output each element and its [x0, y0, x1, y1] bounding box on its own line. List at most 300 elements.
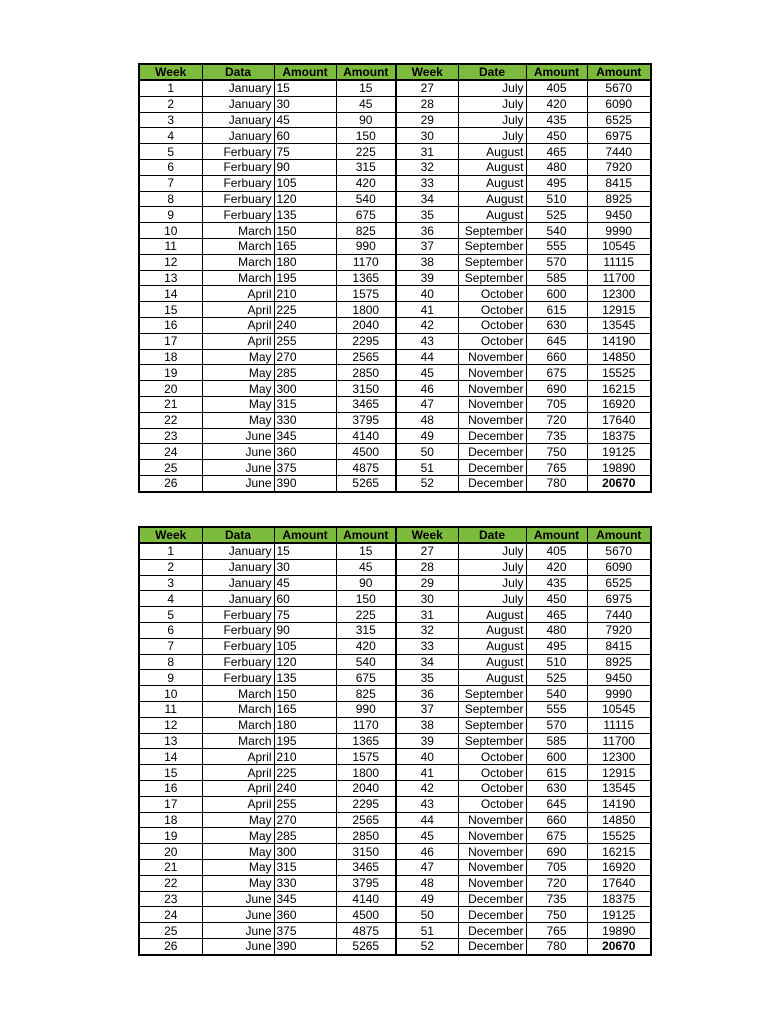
week-cell: 20	[139, 381, 202, 397]
month-cell: May	[202, 396, 274, 412]
total-cell: 1575	[336, 286, 396, 302]
month-cell: Ferbuary	[202, 144, 274, 160]
week-cell: 2	[139, 96, 202, 112]
table-row	[139, 717, 651, 733]
week-cell: 5	[139, 607, 202, 623]
month-cell: April	[202, 780, 274, 796]
amount-cell: 735	[526, 428, 587, 444]
month-cell: September	[458, 223, 526, 239]
column-header: Amount	[336, 527, 396, 543]
month-cell: December	[458, 938, 526, 954]
amount-cell: 465	[526, 144, 587, 160]
month-cell: December	[458, 907, 526, 923]
total-cell: 2565	[336, 349, 396, 365]
amount-cell: 780	[526, 475, 587, 491]
table-row	[139, 333, 651, 349]
amount-cell: 45	[274, 575, 336, 591]
total-cell: 4500	[336, 907, 396, 923]
week-cell: 38	[396, 717, 458, 733]
week-cell: 30	[396, 128, 458, 144]
week-cell: 12	[139, 717, 202, 733]
total-cell: 20670	[587, 938, 651, 954]
month-cell: October	[458, 749, 526, 765]
month-cell: Ferbuary	[202, 159, 274, 175]
total-cell: 5670	[587, 80, 651, 96]
month-cell: April	[202, 333, 274, 349]
amount-cell: 675	[526, 828, 587, 844]
amount-cell: 105	[274, 638, 336, 654]
table-row	[139, 622, 651, 638]
week-cell: 50	[396, 444, 458, 460]
total-cell: 225	[336, 607, 396, 623]
week-cell: 43	[396, 333, 458, 349]
month-cell: January	[202, 559, 274, 575]
header-row	[139, 64, 651, 80]
table-row	[139, 191, 651, 207]
month-cell: May	[202, 828, 274, 844]
month-cell: Ferbuary	[202, 622, 274, 638]
column-header: Data	[202, 64, 274, 80]
amount-cell: 405	[526, 80, 587, 96]
week-cell: 6	[139, 159, 202, 175]
table-row	[139, 381, 651, 397]
week-cell: 1	[139, 543, 202, 559]
amount-cell: 450	[526, 128, 587, 144]
month-cell: April	[202, 749, 274, 765]
table-row	[139, 559, 651, 575]
total-cell: 7920	[587, 622, 651, 638]
total-cell: 5265	[336, 475, 396, 491]
week-cell: 4	[139, 591, 202, 607]
month-cell: June	[202, 475, 274, 491]
table-row	[139, 302, 651, 318]
column-header: Amount	[336, 64, 396, 80]
total-cell: 990	[336, 238, 396, 254]
amount-cell: 525	[526, 207, 587, 223]
amount-cell: 735	[526, 891, 587, 907]
amount-cell: 285	[274, 828, 336, 844]
month-cell: August	[458, 607, 526, 623]
amount-cell: 105	[274, 175, 336, 191]
amount-cell: 420	[526, 96, 587, 112]
total-cell: 90	[336, 575, 396, 591]
table-row	[139, 686, 651, 702]
table-row	[139, 223, 651, 239]
amount-cell: 330	[274, 875, 336, 891]
month-cell: May	[202, 859, 274, 875]
total-cell: 20670	[587, 475, 651, 491]
spreadsheet-table-bottom	[138, 526, 650, 956]
amount-cell: 405	[526, 543, 587, 559]
month-cell: December	[458, 444, 526, 460]
total-cell: 9990	[587, 223, 651, 239]
month-cell: November	[458, 396, 526, 412]
week-cell: 18	[139, 812, 202, 828]
amount-cell: 60	[274, 128, 336, 144]
month-cell: Ferbuary	[202, 654, 274, 670]
month-cell: November	[458, 365, 526, 381]
amount-cell: 585	[526, 270, 587, 286]
table-row	[139, 460, 651, 476]
total-cell: 15	[336, 80, 396, 96]
week-cell: 37	[396, 238, 458, 254]
week-cell: 25	[139, 923, 202, 939]
amount-cell: 690	[526, 844, 587, 860]
amount-cell: 705	[526, 396, 587, 412]
column-header: Amount	[274, 527, 336, 543]
month-cell: June	[202, 428, 274, 444]
month-cell: May	[202, 812, 274, 828]
amount-cell: 225	[274, 765, 336, 781]
week-cell: 26	[139, 938, 202, 954]
table-row	[139, 859, 651, 875]
total-cell: 1800	[336, 302, 396, 318]
total-cell: 45	[336, 96, 396, 112]
amount-cell: 270	[274, 349, 336, 365]
month-cell: May	[202, 875, 274, 891]
month-cell: June	[202, 460, 274, 476]
table-row	[139, 733, 651, 749]
total-cell: 12915	[587, 302, 651, 318]
amount-cell: 195	[274, 270, 336, 286]
month-cell: November	[458, 381, 526, 397]
week-cell: 19	[139, 828, 202, 844]
amount-cell: 510	[526, 191, 587, 207]
month-cell: Ferbuary	[202, 670, 274, 686]
month-cell: May	[202, 381, 274, 397]
table-row	[139, 844, 651, 860]
total-cell: 19125	[587, 444, 651, 460]
amount-cell: 675	[526, 365, 587, 381]
total-cell: 3795	[336, 875, 396, 891]
week-cell: 24	[139, 907, 202, 923]
total-cell: 9990	[587, 686, 651, 702]
week-cell: 49	[396, 428, 458, 444]
table-row	[139, 144, 651, 160]
amount-cell: 690	[526, 381, 587, 397]
total-cell: 3465	[336, 396, 396, 412]
month-cell: July	[458, 559, 526, 575]
week-cell: 37	[396, 701, 458, 717]
amount-cell: 540	[526, 223, 587, 239]
amount-cell: 240	[274, 317, 336, 333]
total-cell: 90	[336, 112, 396, 128]
amount-cell: 720	[526, 412, 587, 428]
week-cell: 25	[139, 460, 202, 476]
week-cell: 22	[139, 875, 202, 891]
month-cell: December	[458, 475, 526, 491]
week-cell: 11	[139, 701, 202, 717]
total-cell: 4875	[336, 923, 396, 939]
column-header: Date	[458, 527, 526, 543]
week-cell: 31	[396, 144, 458, 160]
savings-table	[138, 63, 652, 493]
week-cell: 33	[396, 175, 458, 191]
total-cell: 9450	[587, 670, 651, 686]
week-cell: 46	[396, 381, 458, 397]
total-cell: 7440	[587, 144, 651, 160]
total-cell: 9450	[587, 207, 651, 223]
week-cell: 32	[396, 159, 458, 175]
table-row	[139, 286, 651, 302]
total-cell: 17640	[587, 412, 651, 428]
week-cell: 3	[139, 575, 202, 591]
total-cell: 2850	[336, 828, 396, 844]
amount-cell: 600	[526, 286, 587, 302]
table-row	[139, 891, 651, 907]
amount-cell: 540	[526, 686, 587, 702]
table-row	[139, 96, 651, 112]
amount-cell: 270	[274, 812, 336, 828]
week-cell: 11	[139, 238, 202, 254]
month-cell: August	[458, 622, 526, 638]
table-row	[139, 638, 651, 654]
month-cell: January	[202, 591, 274, 607]
week-cell: 1	[139, 80, 202, 96]
total-cell: 12300	[587, 749, 651, 765]
week-cell: 23	[139, 891, 202, 907]
total-cell: 15525	[587, 828, 651, 844]
table-row	[139, 812, 651, 828]
month-cell: Ferbuary	[202, 207, 274, 223]
week-cell: 15	[139, 302, 202, 318]
total-cell: 11700	[587, 270, 651, 286]
amount-cell: 30	[274, 559, 336, 575]
week-cell: 51	[396, 460, 458, 476]
week-cell: 52	[396, 938, 458, 954]
amount-cell: 30	[274, 96, 336, 112]
total-cell: 12300	[587, 286, 651, 302]
total-cell: 990	[336, 701, 396, 717]
total-cell: 14850	[587, 812, 651, 828]
table-row	[139, 475, 651, 491]
table-row	[139, 238, 651, 254]
amount-cell: 330	[274, 412, 336, 428]
week-cell: 47	[396, 859, 458, 875]
total-cell: 1365	[336, 270, 396, 286]
table-row	[139, 828, 651, 844]
column-header: Amount	[526, 527, 587, 543]
amount-cell: 465	[526, 607, 587, 623]
week-cell: 16	[139, 780, 202, 796]
total-cell: 10545	[587, 238, 651, 254]
total-cell: 1170	[336, 717, 396, 733]
total-cell: 15	[336, 543, 396, 559]
month-cell: July	[458, 96, 526, 112]
month-cell: Ferbuary	[202, 638, 274, 654]
month-cell: November	[458, 875, 526, 891]
month-cell: January	[202, 96, 274, 112]
amount-cell: 255	[274, 796, 336, 812]
column-header: Amount	[587, 64, 651, 80]
month-cell: January	[202, 112, 274, 128]
table-row	[139, 349, 651, 365]
month-cell: November	[458, 859, 526, 875]
amount-cell: 180	[274, 254, 336, 270]
month-cell: April	[202, 302, 274, 318]
week-cell: 47	[396, 396, 458, 412]
amount-cell: 375	[274, 460, 336, 476]
amount-cell: 180	[274, 717, 336, 733]
table-row	[139, 365, 651, 381]
total-cell: 16920	[587, 859, 651, 875]
week-cell: 48	[396, 412, 458, 428]
table-row	[139, 591, 651, 607]
total-cell: 3150	[336, 381, 396, 397]
table-row	[139, 749, 651, 765]
column-header: Data	[202, 527, 274, 543]
total-cell: 150	[336, 591, 396, 607]
month-cell: June	[202, 444, 274, 460]
total-cell: 14190	[587, 796, 651, 812]
total-cell: 2040	[336, 780, 396, 796]
week-cell: 28	[396, 559, 458, 575]
amount-cell: 630	[526, 780, 587, 796]
table-row	[139, 670, 651, 686]
total-cell: 4140	[336, 428, 396, 444]
week-cell: 40	[396, 286, 458, 302]
amount-cell: 630	[526, 317, 587, 333]
total-cell: 10545	[587, 701, 651, 717]
savings-table	[138, 526, 652, 956]
amount-cell: 390	[274, 475, 336, 491]
week-cell: 44	[396, 349, 458, 365]
week-cell: 8	[139, 654, 202, 670]
amount-cell: 165	[274, 701, 336, 717]
table-row	[139, 128, 651, 144]
amount-cell: 555	[526, 701, 587, 717]
month-cell: November	[458, 844, 526, 860]
total-cell: 18375	[587, 428, 651, 444]
total-cell: 825	[336, 686, 396, 702]
month-cell: May	[202, 365, 274, 381]
amount-cell: 720	[526, 875, 587, 891]
month-cell: December	[458, 923, 526, 939]
amount-cell: 435	[526, 112, 587, 128]
table-row	[139, 270, 651, 286]
month-cell: January	[202, 575, 274, 591]
amount-cell: 390	[274, 938, 336, 954]
week-cell: 13	[139, 270, 202, 286]
month-cell: October	[458, 286, 526, 302]
week-cell: 45	[396, 365, 458, 381]
amount-cell: 660	[526, 349, 587, 365]
amount-cell: 90	[274, 159, 336, 175]
amount-cell: 315	[274, 859, 336, 875]
amount-cell: 255	[274, 333, 336, 349]
amount-cell: 150	[274, 686, 336, 702]
month-cell: September	[458, 238, 526, 254]
total-cell: 675	[336, 670, 396, 686]
week-cell: 14	[139, 749, 202, 765]
week-cell: 9	[139, 670, 202, 686]
total-cell: 6525	[587, 575, 651, 591]
month-cell: September	[458, 717, 526, 733]
week-cell: 18	[139, 349, 202, 365]
amount-cell: 210	[274, 286, 336, 302]
column-header: Date	[458, 64, 526, 80]
week-cell: 29	[396, 112, 458, 128]
amount-cell: 765	[526, 923, 587, 939]
month-cell: January	[202, 543, 274, 559]
amount-cell: 75	[274, 144, 336, 160]
column-header: Week	[396, 527, 458, 543]
week-cell: 30	[396, 591, 458, 607]
column-header: Week	[139, 64, 202, 80]
month-cell: April	[202, 286, 274, 302]
table-row	[139, 796, 651, 812]
month-cell: September	[458, 686, 526, 702]
month-cell: Ferbuary	[202, 191, 274, 207]
amount-cell: 765	[526, 460, 587, 476]
total-cell: 150	[336, 128, 396, 144]
month-cell: November	[458, 812, 526, 828]
amount-cell: 780	[526, 938, 587, 954]
amount-cell: 660	[526, 812, 587, 828]
week-cell: 7	[139, 638, 202, 654]
total-cell: 19890	[587, 460, 651, 476]
week-cell: 51	[396, 923, 458, 939]
week-cell: 23	[139, 428, 202, 444]
table-row	[139, 607, 651, 623]
month-cell: August	[458, 670, 526, 686]
amount-cell: 570	[526, 717, 587, 733]
month-cell: March	[202, 701, 274, 717]
week-cell: 46	[396, 844, 458, 860]
table-row	[139, 254, 651, 270]
month-cell: December	[458, 428, 526, 444]
total-cell: 6975	[587, 591, 651, 607]
table-row	[139, 175, 651, 191]
column-header: Amount	[587, 527, 651, 543]
month-cell: August	[458, 207, 526, 223]
month-cell: July	[458, 80, 526, 96]
week-cell: 4	[139, 128, 202, 144]
month-cell: May	[202, 349, 274, 365]
total-cell: 5670	[587, 543, 651, 559]
week-cell: 21	[139, 396, 202, 412]
week-cell: 17	[139, 333, 202, 349]
month-cell: July	[458, 591, 526, 607]
column-header: Week	[139, 527, 202, 543]
total-cell: 11115	[587, 717, 651, 733]
total-cell: 4875	[336, 460, 396, 476]
week-cell: 12	[139, 254, 202, 270]
week-cell: 49	[396, 891, 458, 907]
week-cell: 10	[139, 223, 202, 239]
total-cell: 3150	[336, 844, 396, 860]
week-cell: 36	[396, 223, 458, 239]
amount-cell: 90	[274, 622, 336, 638]
month-cell: January	[202, 128, 274, 144]
month-cell: June	[202, 891, 274, 907]
month-cell: June	[202, 907, 274, 923]
amount-cell: 750	[526, 444, 587, 460]
week-cell: 32	[396, 622, 458, 638]
week-cell: 2	[139, 559, 202, 575]
month-cell: June	[202, 923, 274, 939]
week-cell: 44	[396, 812, 458, 828]
amount-cell: 645	[526, 796, 587, 812]
total-cell: 5265	[336, 938, 396, 954]
amount-cell: 360	[274, 444, 336, 460]
table-row	[139, 780, 651, 796]
amount-cell: 135	[274, 207, 336, 223]
month-cell: August	[458, 191, 526, 207]
month-cell: May	[202, 412, 274, 428]
month-cell: April	[202, 765, 274, 781]
total-cell: 540	[336, 191, 396, 207]
